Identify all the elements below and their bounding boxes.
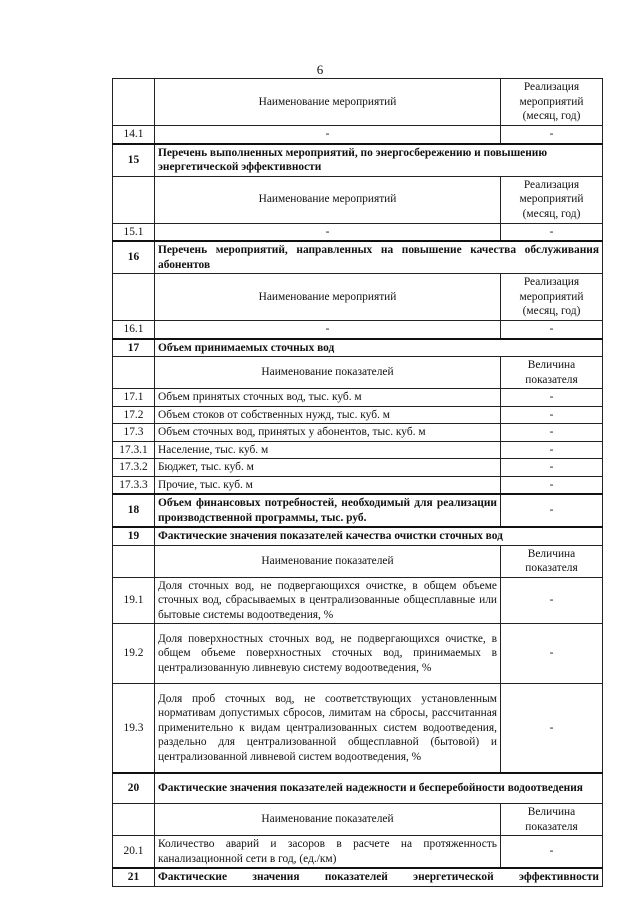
header-indicator-name: Наименование показателей	[155, 545, 501, 577]
header-indicator-value: Величина показателя	[501, 357, 603, 389]
header-num-cell	[113, 804, 155, 836]
row-text: Объем принятых сточных вод, тыс. куб. м	[155, 389, 501, 407]
row-text: Население, тыс. куб. м	[155, 441, 501, 459]
table-row	[113, 424, 603, 442]
row-number: 20.1	[113, 836, 155, 869]
row-number: 19.1	[113, 577, 155, 624]
row-number: 17.3.3	[113, 476, 155, 494]
section-number: 19	[113, 527, 155, 545]
header-indicator-name: Наименование показателей	[155, 357, 501, 389]
header-indicator-value: Величина показателя	[501, 545, 603, 577]
table-row	[113, 577, 603, 624]
row-number: 15.1	[113, 223, 155, 241]
section-row	[113, 527, 603, 545]
row-text: Бюджет, тыс. куб. м	[155, 459, 501, 477]
row-value: -	[501, 126, 603, 144]
row-text: Количество аварий и засоров в расчете на протяженность канализационной сети в год, (ед./км)	[155, 836, 501, 869]
table-header-row	[113, 176, 603, 223]
row-value: -	[501, 494, 603, 527]
row-text: Доля сточных вод, не подвергающихся очистке, в общем объеме сточных вод, сбрасываемых в централизованные общесплавные или бытовые системы водоотведения, %	[155, 577, 501, 624]
section-title: Фактические значения показателей энергетической эффективности	[155, 868, 603, 886]
section-number: 18	[113, 494, 155, 527]
header-num-cell	[113, 274, 155, 321]
section-title: Фактические значения показателей надежности и бесперебойности водоотведения	[155, 773, 603, 804]
header-activity-realization: Реализация мероприятий (месяц, год)	[501, 176, 603, 223]
row-value: -	[501, 424, 603, 442]
row-text: -	[155, 223, 501, 241]
section-number: 17	[113, 339, 155, 357]
row-value: -	[501, 476, 603, 494]
row-value: -	[501, 223, 603, 241]
row-value: -	[501, 389, 603, 407]
header-num-cell	[113, 545, 155, 577]
row-value: -	[501, 577, 603, 624]
header-indicator-value: Величина показателя	[501, 804, 603, 836]
section-number: 21	[113, 868, 155, 886]
row-text: -	[155, 321, 501, 339]
row-value: -	[501, 406, 603, 424]
section-row	[113, 868, 603, 886]
table-row	[113, 223, 603, 241]
section-number: 15	[113, 144, 155, 177]
header-indicator-name: Наименование показателей	[155, 804, 501, 836]
row-value: -	[501, 836, 603, 869]
row-number: 17.3	[113, 424, 155, 442]
row-text: Объем стоков от собственных нужд, тыс. куб. м	[155, 406, 501, 424]
table-header-row	[113, 274, 603, 321]
row-number: 14.1	[113, 126, 155, 144]
section-title: Перечень выполненных мероприятий, по энергосбережению и повышению энергетической эффективности	[155, 144, 603, 177]
row-number: 17.3.2	[113, 459, 155, 477]
header-activity-name: Наименование мероприятий	[155, 79, 501, 126]
table-header-row	[113, 804, 603, 836]
table-row	[113, 389, 603, 407]
table-header-row	[113, 357, 603, 389]
section-row	[113, 773, 603, 804]
section-number: 20	[113, 773, 155, 804]
row-text: Объем сточных вод, принятых у абонентов, тыс. куб. м	[155, 424, 501, 442]
table-row	[113, 624, 603, 684]
section-title: Фактические значения показателей качества очистки сточных вод	[155, 527, 603, 545]
header-activity-name: Наименование мероприятий	[155, 176, 501, 223]
row-text: Прочие, тыс. куб. м	[155, 476, 501, 494]
section-row	[113, 339, 603, 357]
header-num-cell	[113, 79, 155, 126]
table-row	[113, 126, 603, 144]
header-activity-realization: Реализация мероприятий (месяц, год)	[501, 79, 603, 126]
header-num-cell	[113, 176, 155, 223]
row-text: Доля проб сточных вод, не соответствующих установленным нормативам допустимых сбросов, лимитам на сбросы, рассчитанная применительно к видам централизованных систем водоотведения, раздельно для централизованной общесплавной (бытовой) и централизованной ливневой систем водоотведения, %	[155, 684, 501, 773]
table-row	[113, 476, 603, 494]
header-activity-name: Наименование мероприятий	[155, 274, 501, 321]
table-header-row	[113, 545, 603, 577]
table-header-row	[113, 79, 603, 126]
row-value: -	[501, 321, 603, 339]
row-number: 17.3.1	[113, 441, 155, 459]
row-value: -	[501, 441, 603, 459]
header-activity-realization: Реализация мероприятий (месяц, год)	[501, 274, 603, 321]
section-title: Перечень мероприятий, направленных на повышение качества обслуживания абонентов	[155, 241, 603, 274]
section-row	[113, 494, 603, 527]
table-row	[113, 459, 603, 477]
section-title: Объем принимаемых сточных вод	[155, 339, 603, 357]
row-value: -	[501, 459, 603, 477]
row-number: 19.3	[113, 684, 155, 773]
row-value: -	[501, 684, 603, 773]
section-row	[113, 241, 603, 274]
section-row	[113, 144, 603, 177]
report-table	[112, 78, 603, 887]
section-number: 16	[113, 241, 155, 274]
table-row	[113, 321, 603, 339]
row-number: 19.2	[113, 624, 155, 684]
header-num-cell	[113, 357, 155, 389]
row-text: Доля поверхностных сточных вод, не подвергающихся очистке, в общем объеме поверхностных сточных вод, принимаемых в централизованную ливневую систему водоотведения, %	[155, 624, 501, 684]
table-row	[113, 406, 603, 424]
row-number: 17.2	[113, 406, 155, 424]
row-number: 16.1	[113, 321, 155, 339]
table-row	[113, 441, 603, 459]
table-row	[113, 684, 603, 773]
table-row	[113, 836, 603, 869]
row-text: -	[155, 126, 501, 144]
page-number: 6	[316, 62, 324, 77]
row-value: -	[501, 624, 603, 684]
section-title: Объем финансовых потребностей, необходимый для реализации производственной программы, тыс. руб.	[155, 494, 501, 527]
row-number: 17.1	[113, 389, 155, 407]
